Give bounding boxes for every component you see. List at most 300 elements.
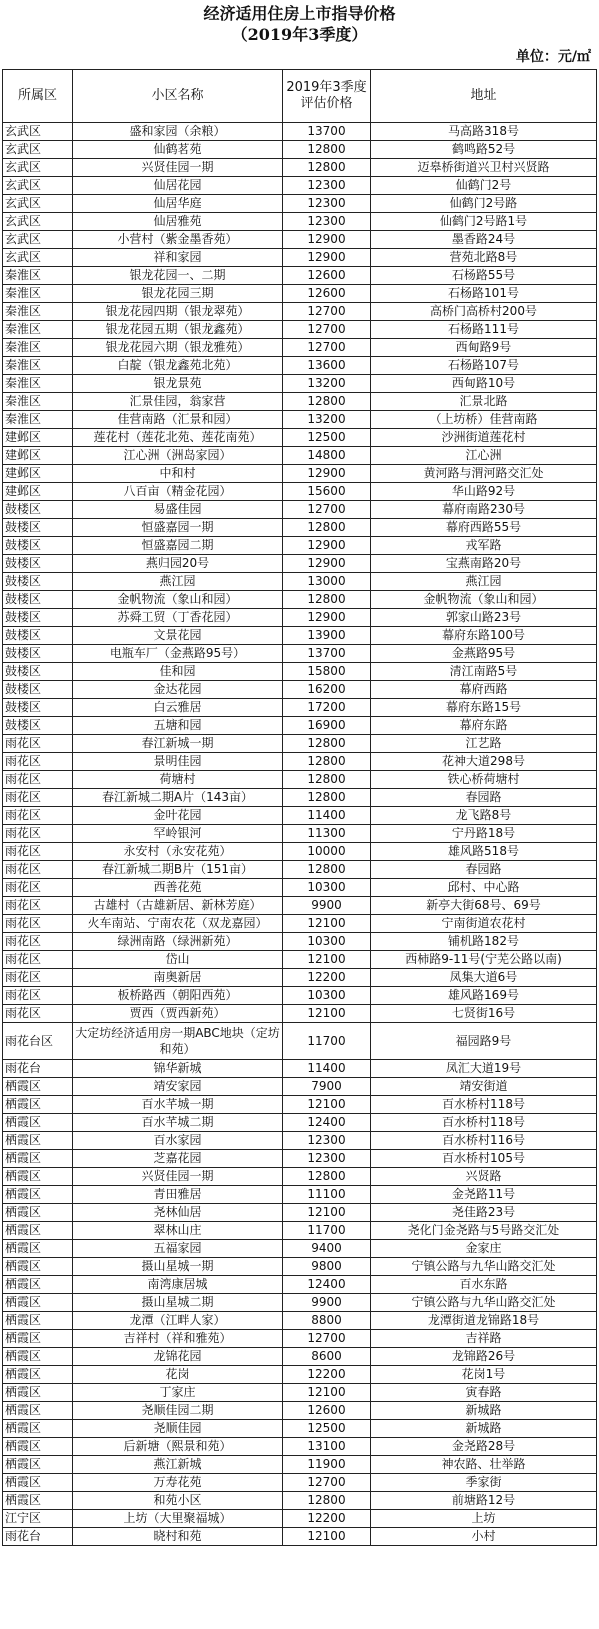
table-row (3, 843, 597, 861)
table-row (3, 1222, 597, 1240)
cell-district: 鼓楼区 (3, 717, 73, 735)
cell-price: 12100 (283, 915, 371, 933)
cell-community: 五塘和园 (73, 717, 283, 735)
cell-district: 栖霞区 (3, 1330, 73, 1348)
cell-district: 栖霞区 (3, 1276, 73, 1294)
cell-district: 雨花台 (3, 1528, 73, 1546)
cell-price: 15800 (283, 663, 371, 681)
cell-price: 12900 (283, 249, 371, 267)
table-row (3, 177, 597, 195)
cell-district: 栖霞区 (3, 1384, 73, 1402)
table-row (3, 1023, 597, 1060)
cell-community: 金帆物流（象山和园） (73, 591, 283, 609)
cell-address: 幕府西路55号 (371, 519, 597, 537)
cell-community: 百水家园 (73, 1132, 283, 1150)
cell-address: 江心洲 (371, 447, 597, 465)
cell-address: 宁镇公路与九华山路交汇处 (371, 1294, 597, 1312)
cell-price: 7900 (283, 1078, 371, 1096)
cell-community: 白云雅居 (73, 699, 283, 717)
cell-address: 金尧路11号 (371, 1186, 597, 1204)
cell-price: 12100 (283, 1005, 371, 1023)
cell-community: 恒盛嘉园一期 (73, 519, 283, 537)
cell-price: 13900 (283, 627, 371, 645)
cell-district: 栖霞区 (3, 1258, 73, 1276)
cell-price: 13200 (283, 375, 371, 393)
cell-address: 幕府南路230号 (371, 501, 597, 519)
cell-address: 宁丹路18号 (371, 825, 597, 843)
table-row (3, 1096, 597, 1114)
cell-community: 芝嘉花园 (73, 1150, 283, 1168)
cell-community: 江心洲（洲岛家园） (73, 447, 283, 465)
table-row (3, 627, 597, 645)
cell-address: 雄风路518号 (371, 843, 597, 861)
cell-community: 晓村和苑 (73, 1528, 283, 1546)
cell-district: 鼓楼区 (3, 645, 73, 663)
cell-district: 雨花区 (3, 753, 73, 771)
cell-price: 12900 (283, 609, 371, 627)
cell-price: 11700 (283, 1222, 371, 1240)
cell-community: 和苑小区 (73, 1492, 283, 1510)
cell-address: 宁南街道农花村 (371, 915, 597, 933)
cell-price: 12800 (283, 519, 371, 537)
cell-community: 景明佳园 (73, 753, 283, 771)
cell-price: 12700 (283, 1474, 371, 1492)
cell-district: 栖霞区 (3, 1168, 73, 1186)
cell-price: 11100 (283, 1186, 371, 1204)
table-row (3, 1366, 597, 1384)
cell-district: 雨花区 (3, 861, 73, 879)
cell-community: 春江新城一期 (73, 735, 283, 753)
table-body (3, 123, 597, 1546)
table-row (3, 1474, 597, 1492)
table-row (3, 663, 597, 681)
cell-price: 10300 (283, 879, 371, 897)
cell-district: 建邺区 (3, 447, 73, 465)
cell-district: 玄武区 (3, 195, 73, 213)
cell-price: 12100 (283, 951, 371, 969)
cell-address: 宁镇公路与九华山路交汇处 (371, 1258, 597, 1276)
cell-address: 幕府东路15号 (371, 699, 597, 717)
cell-address: 石杨路101号 (371, 285, 597, 303)
cell-address: 季家街 (371, 1474, 597, 1492)
cell-district: 栖霞区 (3, 1492, 73, 1510)
cell-community: 祥和家园 (73, 249, 283, 267)
table-row (3, 1312, 597, 1330)
cell-price: 12800 (283, 753, 371, 771)
cell-district: 建邺区 (3, 429, 73, 447)
cell-community: 龙潭（江畔人家） (73, 1312, 283, 1330)
table-row (3, 303, 597, 321)
cell-price: 12100 (283, 1204, 371, 1222)
cell-district: 江宁区 (3, 1510, 73, 1528)
cell-price: 8600 (283, 1348, 371, 1366)
cell-price: 12200 (283, 1366, 371, 1384)
cell-community: 易盛佳园 (73, 501, 283, 519)
price-table (2, 69, 597, 1546)
cell-district: 秦淮区 (3, 411, 73, 429)
cell-district: 玄武区 (3, 123, 73, 141)
cell-address: 金燕路95号 (371, 645, 597, 663)
cell-price: 12700 (283, 1330, 371, 1348)
cell-district: 雨花区 (3, 789, 73, 807)
cell-district: 鼓楼区 (3, 501, 73, 519)
table-row (3, 987, 597, 1005)
cell-community: 银龙花园一、二期 (73, 267, 283, 285)
cell-district: 鼓楼区 (3, 663, 73, 681)
table-row (3, 1240, 597, 1258)
cell-district: 鼓楼区 (3, 519, 73, 537)
cell-district: 鼓楼区 (3, 627, 73, 645)
cell-community: 后新塘（熙景和苑） (73, 1438, 283, 1456)
cell-community: 八百亩（精金花园） (73, 483, 283, 501)
cell-district: 栖霞区 (3, 1132, 73, 1150)
cell-address: 墨香路24号 (371, 231, 597, 249)
cell-district: 秦淮区 (3, 339, 73, 357)
cell-district: 玄武区 (3, 213, 73, 231)
cell-district: 栖霞区 (3, 1474, 73, 1492)
cell-address: 西甸路10号 (371, 375, 597, 393)
cell-community: 仙居花园 (73, 177, 283, 195)
cell-district: 栖霞区 (3, 1348, 73, 1366)
cell-community: 五福家园 (73, 1240, 283, 1258)
cell-community: 丁家庄 (73, 1384, 283, 1402)
table-row (3, 591, 597, 609)
cell-address: 宝燕南路20号 (371, 555, 597, 573)
cell-price: 13100 (283, 1438, 371, 1456)
cell-district: 鼓楼区 (3, 591, 73, 609)
cell-community: 岱山 (73, 951, 283, 969)
table-row (3, 1186, 597, 1204)
table-row (3, 1204, 597, 1222)
cell-price: 12300 (283, 1150, 371, 1168)
table-row (3, 1402, 597, 1420)
cell-address: 龙飞路8号 (371, 807, 597, 825)
cell-address: 铁心桥荷塘村 (371, 771, 597, 789)
table-row (3, 699, 597, 717)
cell-address: 仙鹤门2号路1号 (371, 213, 597, 231)
cell-community: 贾西（贾西新苑） (73, 1005, 283, 1023)
cell-community: 龙锦花园 (73, 1348, 283, 1366)
table-row (3, 1510, 597, 1528)
cell-community: 燕江园 (73, 573, 283, 591)
cell-district: 栖霞区 (3, 1402, 73, 1420)
cell-address: 仙鹤门2号 (371, 177, 597, 195)
table-row (3, 1114, 597, 1132)
table-row (3, 573, 597, 591)
cell-price: 12300 (283, 1132, 371, 1150)
cell-district: 鼓楼区 (3, 573, 73, 591)
cell-community: 金叶花园 (73, 807, 283, 825)
table-row (3, 483, 597, 501)
cell-address: 高桥门高桥村200号 (371, 303, 597, 321)
header-community: 小区名称 (73, 70, 283, 123)
cell-price: 12400 (283, 1114, 371, 1132)
cell-address: 新亭大街68号、69号 (371, 897, 597, 915)
cell-price: 12800 (283, 1492, 371, 1510)
cell-address: 凤汇大道19号 (371, 1060, 597, 1078)
cell-address: 百水东路 (371, 1276, 597, 1294)
table-row (3, 1348, 597, 1366)
table-row (3, 321, 597, 339)
cell-district: 栖霞区 (3, 1078, 73, 1096)
cell-address: 福园路9号 (371, 1023, 597, 1060)
cell-district: 雨花区 (3, 933, 73, 951)
cell-address: 戎军路 (371, 537, 597, 555)
table-row (3, 1150, 597, 1168)
cell-address: 清江南路5号 (371, 663, 597, 681)
cell-community: 尧顺佳园 (73, 1420, 283, 1438)
cell-district: 雨花区 (3, 843, 73, 861)
cell-district: 秦淮区 (3, 393, 73, 411)
table-row (3, 1492, 597, 1510)
cell-address: 七贤街16号 (371, 1005, 597, 1023)
cell-community: 万寿花苑 (73, 1474, 283, 1492)
cell-address: 西甸路9号 (371, 339, 597, 357)
cell-district: 栖霞区 (3, 1150, 73, 1168)
table-row (3, 537, 597, 555)
cell-address: 江艺路 (371, 735, 597, 753)
cell-address: 百水桥村118号 (371, 1096, 597, 1114)
cell-community: 仙鹤茗苑 (73, 141, 283, 159)
table-row (3, 267, 597, 285)
cell-price: 12700 (283, 303, 371, 321)
cell-community: 燕江新城 (73, 1456, 283, 1474)
cell-address: 汇景北路 (371, 393, 597, 411)
cell-address: 幕府西路 (371, 681, 597, 699)
cell-price: 9900 (283, 1294, 371, 1312)
cell-price: 12300 (283, 195, 371, 213)
cell-price: 9400 (283, 1240, 371, 1258)
cell-district: 秦淮区 (3, 321, 73, 339)
cell-district: 雨花区 (3, 915, 73, 933)
table-row (3, 447, 597, 465)
cell-price: 13200 (283, 411, 371, 429)
cell-address: 金家庄 (371, 1240, 597, 1258)
table-row (3, 897, 597, 915)
cell-community: 文景花园 (73, 627, 283, 645)
table-row (3, 1384, 597, 1402)
cell-price: 12400 (283, 1276, 371, 1294)
cell-community: 兴贤佳园一期 (73, 1168, 283, 1186)
cell-community: 中和村 (73, 465, 283, 483)
table-row (3, 951, 597, 969)
cell-community: 花岗 (73, 1366, 283, 1384)
cell-price: 12700 (283, 339, 371, 357)
cell-price: 12500 (283, 429, 371, 447)
cell-community: 春江新城二期A片（143亩） (73, 789, 283, 807)
cell-community: 白靛（银龙鑫苑北苑） (73, 357, 283, 375)
table-row (3, 1005, 597, 1023)
cell-community: 燕归园20号 (73, 555, 283, 573)
unit-label: 单位：元/㎡ (515, 49, 591, 65)
cell-address: 石杨路111号 (371, 321, 597, 339)
cell-price: 9900 (283, 897, 371, 915)
cell-district: 秦淮区 (3, 357, 73, 375)
table-row (3, 1420, 597, 1438)
table-row (3, 807, 597, 825)
cell-district: 栖霞区 (3, 1240, 73, 1258)
cell-price: 11400 (283, 807, 371, 825)
cell-district: 栖霞区 (3, 1420, 73, 1438)
page-subtitle: （2019年3季度） (231, 25, 368, 44)
cell-community: 银龙花园六期（银龙雅苑） (73, 339, 283, 357)
cell-price: 12800 (283, 141, 371, 159)
cell-district: 雨花区 (3, 987, 73, 1005)
cell-district: 玄武区 (3, 159, 73, 177)
cell-price: 13000 (283, 573, 371, 591)
cell-district: 栖霞区 (3, 1366, 73, 1384)
table-row (3, 1330, 597, 1348)
cell-district: 鼓楼区 (3, 681, 73, 699)
table-row (3, 357, 597, 375)
cell-price: 12600 (283, 1402, 371, 1420)
cell-address: 神农路、壮举路 (371, 1456, 597, 1474)
table-row (3, 645, 597, 663)
table-row (3, 1168, 597, 1186)
cell-district: 鼓楼区 (3, 555, 73, 573)
cell-district: 玄武区 (3, 231, 73, 249)
table-row (3, 717, 597, 735)
cell-community: 大定坊经济适用房一期ABC地块（定坊和苑） (73, 1023, 283, 1060)
cell-address: 前塘路12号 (371, 1492, 597, 1510)
cell-address: 凤集大道6号 (371, 969, 597, 987)
table-row (3, 195, 597, 213)
cell-price: 12100 (283, 1528, 371, 1546)
cell-address: 尧化门金尧路与5号路交汇处 (371, 1222, 597, 1240)
cell-price: 12200 (283, 969, 371, 987)
cell-price: 11700 (283, 1023, 371, 1060)
cell-district: 栖霞区 (3, 1456, 73, 1474)
cell-price: 12300 (283, 213, 371, 231)
cell-community: 春江新城二期B片（151亩） (73, 861, 283, 879)
cell-price: 12900 (283, 537, 371, 555)
cell-district: 建邺区 (3, 483, 73, 501)
cell-district: 雨花区 (3, 735, 73, 753)
cell-address: 花岗1号 (371, 1366, 597, 1384)
cell-address: 新城路 (371, 1420, 597, 1438)
table-row (3, 123, 597, 141)
cell-price: 12800 (283, 591, 371, 609)
cell-community: 板桥路西（朝阳西苑） (73, 987, 283, 1005)
cell-community: 银龙花园五期（银龙鑫苑） (73, 321, 283, 339)
header-district: 所属区 (3, 70, 73, 123)
table-row (3, 879, 597, 897)
cell-community: 恒盛嘉园二期 (73, 537, 283, 555)
table-row (3, 1276, 597, 1294)
cell-address: 百水桥村105号 (371, 1150, 597, 1168)
cell-community: 青田雅居 (73, 1186, 283, 1204)
cell-price: 12600 (283, 267, 371, 285)
cell-address: 春园路 (371, 789, 597, 807)
cell-price: 12800 (283, 789, 371, 807)
cell-district: 栖霞区 (3, 1204, 73, 1222)
table-row (3, 375, 597, 393)
cell-district: 鼓楼区 (3, 609, 73, 627)
cell-address: 兴贤路 (371, 1168, 597, 1186)
cell-price: 17200 (283, 699, 371, 717)
cell-price: 11900 (283, 1456, 371, 1474)
cell-price: 10300 (283, 987, 371, 1005)
cell-price: 12800 (283, 735, 371, 753)
cell-community: 兴贤佳园一期 (73, 159, 283, 177)
cell-price: 12800 (283, 393, 371, 411)
cell-community: 古雄村（古雄新居、新林芳庭） (73, 897, 283, 915)
cell-community: 银龙花园三期 (73, 285, 283, 303)
cell-price: 12900 (283, 465, 371, 483)
cell-district: 雨花台区 (3, 1023, 73, 1060)
table-row (3, 429, 597, 447)
table-row (3, 231, 597, 249)
cell-district: 雨花区 (3, 771, 73, 789)
table-row (3, 1078, 597, 1096)
table-row (3, 1132, 597, 1150)
cell-community: 永安村（永安花苑） (73, 843, 283, 861)
cell-price: 12100 (283, 1384, 371, 1402)
cell-price: 12600 (283, 285, 371, 303)
cell-price: 10300 (283, 933, 371, 951)
cell-community: 银龙景苑 (73, 375, 283, 393)
cell-community: 仙居雅苑 (73, 213, 283, 231)
cell-district: 栖霞区 (3, 1222, 73, 1240)
cell-address: （上坊桥）佳营南路 (371, 411, 597, 429)
cell-district: 鼓楼区 (3, 537, 73, 555)
cell-district: 栖霞区 (3, 1294, 73, 1312)
cell-community: 汇景佳园，翁家营 (73, 393, 283, 411)
cell-address: 龙潭街道龙锦路18号 (371, 1312, 597, 1330)
table-row (3, 159, 597, 177)
table-row (3, 1456, 597, 1474)
table-header-row (3, 70, 597, 123)
cell-district: 雨花台 (3, 1060, 73, 1078)
cell-community: 翠林山庄 (73, 1222, 283, 1240)
cell-address: 上坊 (371, 1510, 597, 1528)
cell-district: 秦淮区 (3, 285, 73, 303)
cell-community: 摄山星城二期 (73, 1294, 283, 1312)
cell-address: 春园路 (371, 861, 597, 879)
cell-address: 寅春路 (371, 1384, 597, 1402)
cell-district: 玄武区 (3, 177, 73, 195)
cell-address: 邱村、中心路 (371, 879, 597, 897)
cell-address: 石杨路107号 (371, 357, 597, 375)
table-row (3, 735, 597, 753)
cell-price: 15600 (283, 483, 371, 501)
cell-district: 雨花区 (3, 969, 73, 987)
cell-district: 鼓楼区 (3, 699, 73, 717)
table-row (3, 1438, 597, 1456)
cell-price: 12900 (283, 231, 371, 249)
cell-community: 南奥新居 (73, 969, 283, 987)
cell-community: 苏舜工贸（丁香花园） (73, 609, 283, 627)
header-address: 地址 (371, 70, 597, 123)
cell-address: 仙鹤门2号路 (371, 195, 597, 213)
cell-price: 9800 (283, 1258, 371, 1276)
cell-district: 玄武区 (3, 249, 73, 267)
cell-district: 玄武区 (3, 141, 73, 159)
cell-community: 火车南站、宁南农花（双龙嘉园） (73, 915, 283, 933)
cell-address: 龙锦路26号 (371, 1348, 597, 1366)
cell-address: 新城路 (371, 1402, 597, 1420)
cell-price: 12500 (283, 1420, 371, 1438)
cell-price: 12700 (283, 501, 371, 519)
cell-address: 花神大道298号 (371, 753, 597, 771)
cell-address: 华山路92号 (371, 483, 597, 501)
table-row (3, 825, 597, 843)
cell-address: 幕府东路 (371, 717, 597, 735)
cell-community: 尧顺佳园二期 (73, 1402, 283, 1420)
page-title: 经济适用住房上市指导价格 (203, 4, 396, 23)
cell-community: 西善花苑 (73, 879, 283, 897)
table-row (3, 285, 597, 303)
